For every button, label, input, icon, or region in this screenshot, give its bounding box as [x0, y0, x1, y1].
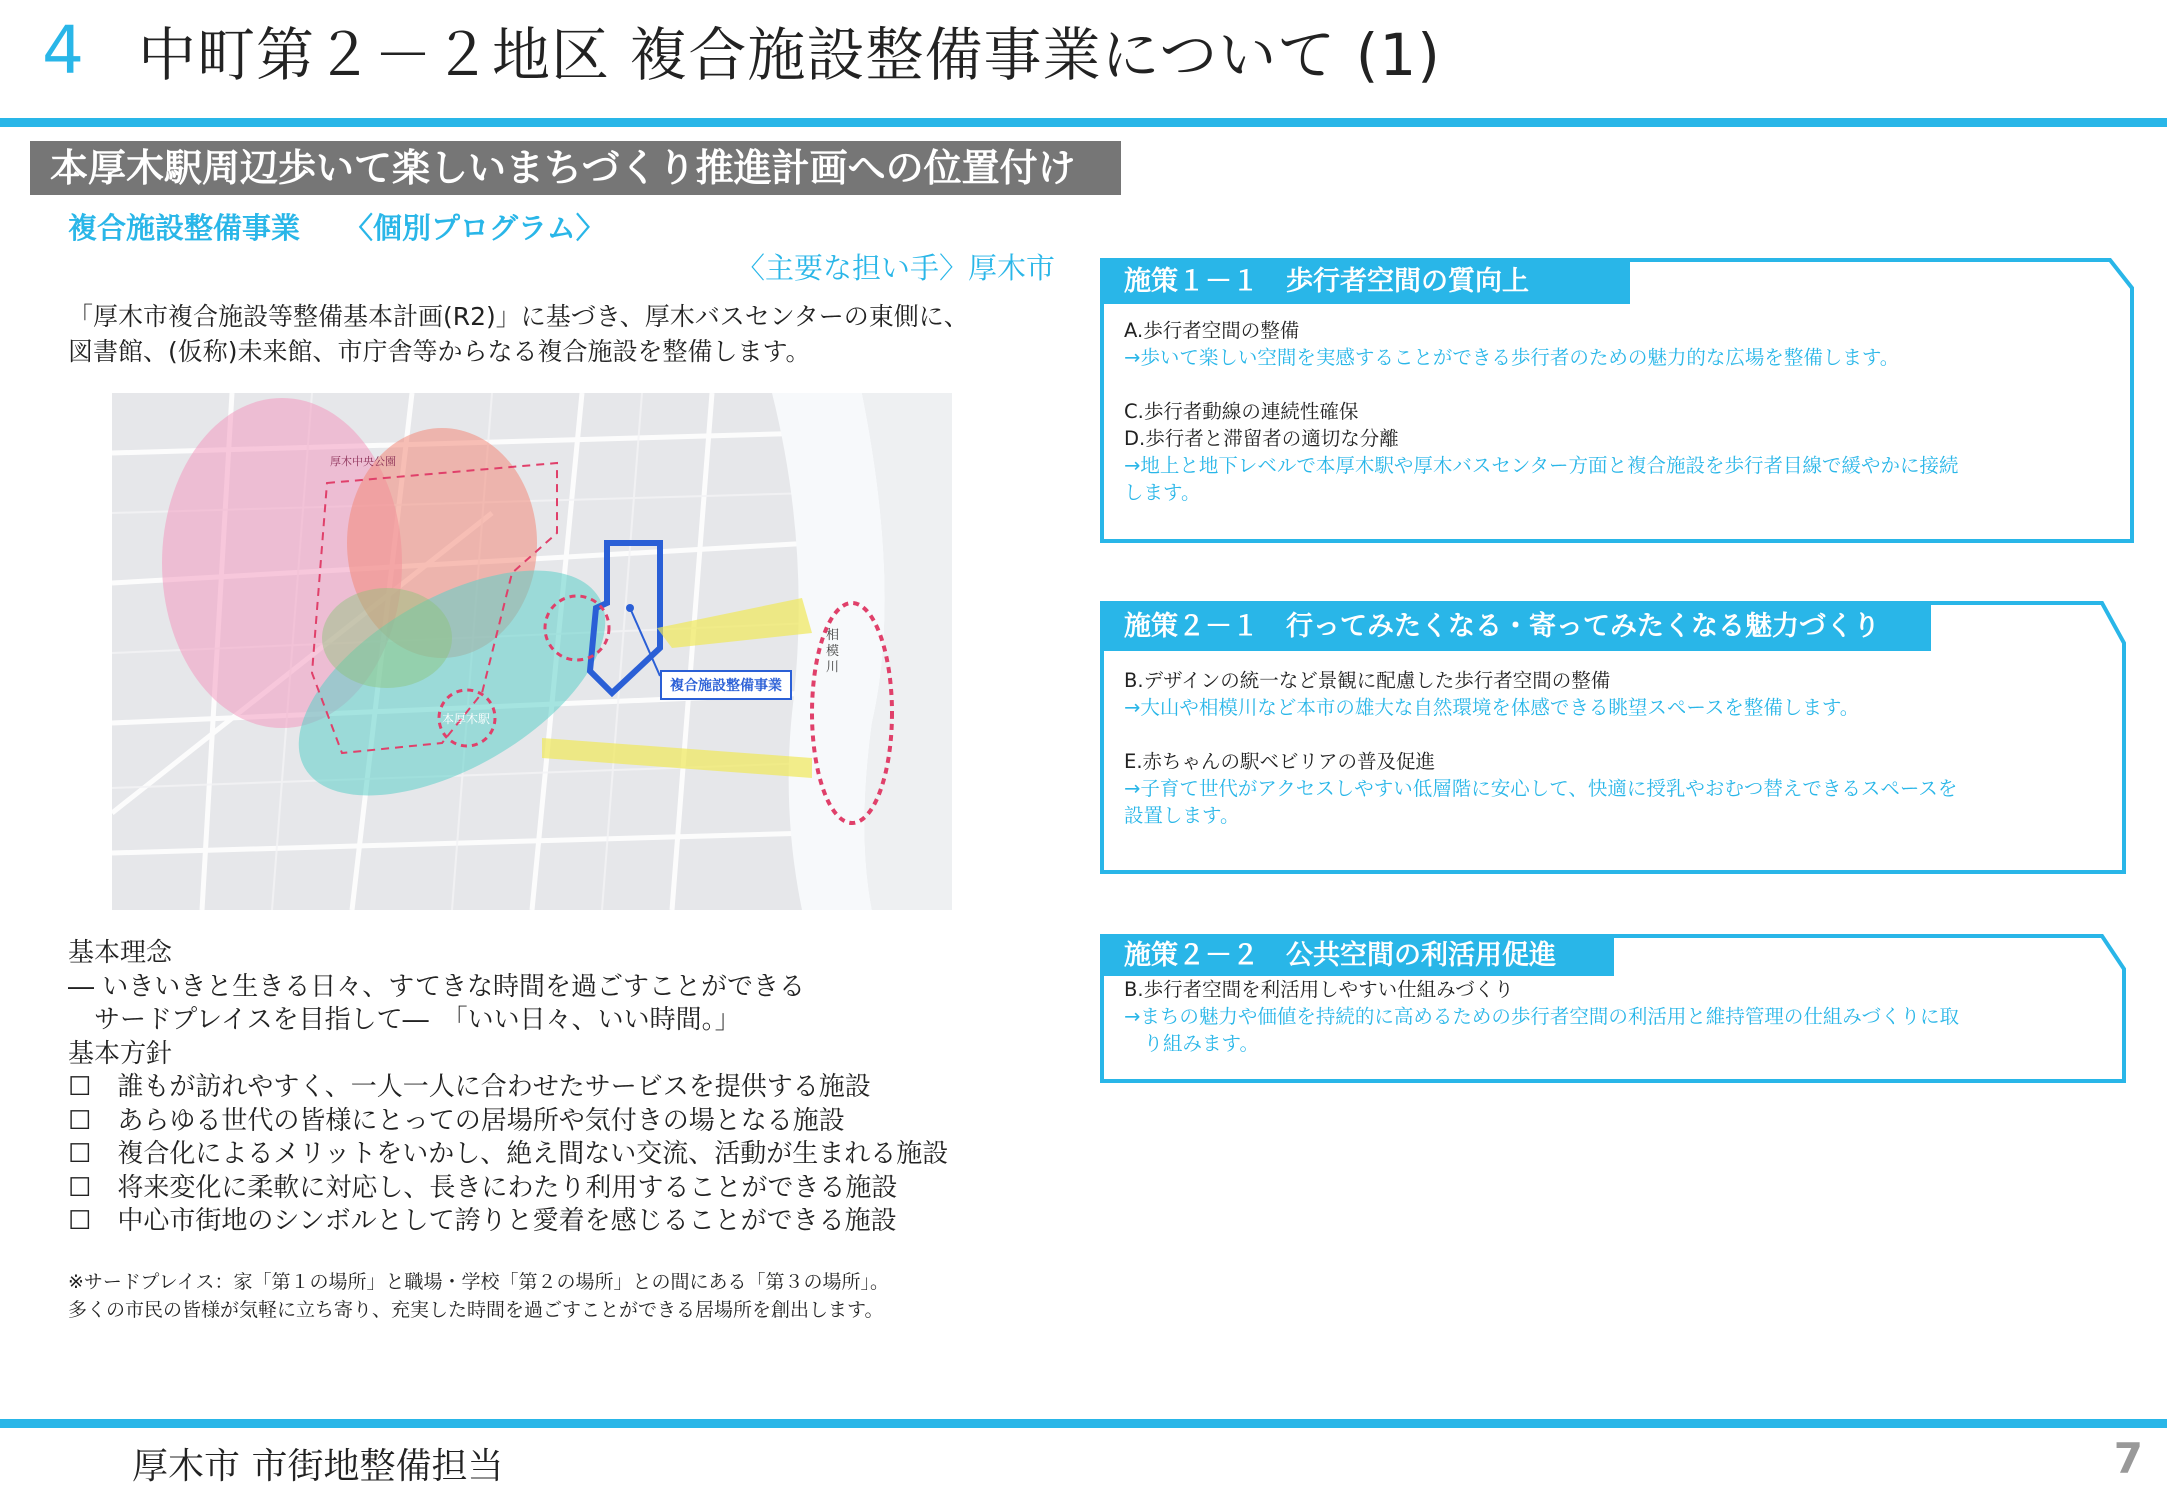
card-detail: →大山や相模川など本市の雄大な自然環境を体感できる眺望スペースを整備します。: [1124, 696, 1860, 719]
card-body: [1124, 317, 1959, 506]
checkbox-icon: ☐: [68, 1105, 92, 1136]
footer-rule: [0, 1419, 2167, 1428]
card-detail: →地上と地下レベルで本厚木駅や厚木バスセンター方面と複合施設を歩行者目線で緩やかに接続: [1124, 454, 1959, 477]
footer-org: 厚木市 市街地整備担当: [132, 1446, 504, 1487]
policy-item: [68, 1138, 948, 1172]
main-actor: 〈主要な担い手〉厚木市: [735, 251, 1055, 285]
card-item: D.歩行者と滞留者の適切な分離: [1124, 427, 1399, 450]
policy-item-text: 将来変化に柔軟に対応し、長きにわたり利用することができる施設: [117, 1172, 898, 1203]
card-title: 施策１－１ 歩行者空間の質向上: [1124, 266, 1529, 297]
card-item: B.歩行者空間を利活用しやすい仕組みづくり: [1124, 978, 1514, 1001]
map-river-label: 相模川: [826, 628, 840, 675]
card-item: C.歩行者動線の連続性確保: [1124, 400, 1359, 423]
area-map: [112, 393, 952, 910]
card-detail: →子育て世代がアクセスしやすい低層階に安心して、快適に授乳やおむつ替えできるスペースを: [1124, 777, 1958, 800]
policy-card-1-1: [1100, 258, 2135, 543]
footnote: [68, 1268, 889, 1324]
map-label-park: 厚木中央公園: [330, 455, 396, 468]
policy-item-text: 中心市街地のシンボルとして誇りと愛着を感じることができる施設: [117, 1206, 897, 1236]
policy-item-text: 複合化によるメリットをいかし、絶え間ない交流、活動が生まれる施設: [117, 1139, 949, 1169]
checkbox-icon: ☐: [68, 1172, 92, 1203]
section-number: 4: [42, 12, 84, 89]
intro-text: [68, 299, 1068, 369]
project-subheading: [68, 206, 605, 247]
card-title: 施策２－１ 行ってみたくなる・寄ってみたくなる魅力づくり: [1124, 611, 1880, 642]
philosophy-block: [68, 937, 948, 1239]
page-number: 7: [2113, 1434, 2143, 1483]
map-label-station: 本厚木駅: [442, 712, 491, 726]
card-detail: →まちの魅力や価値を持続的に高めるための歩行者空間の利活用と維持管理の仕組みづくりに取: [1124, 1005, 1959, 1028]
checkbox-icon: ☐: [68, 1206, 92, 1236]
card-title: 施策２－２ 公共空間の利活用促進: [1124, 940, 1556, 971]
policy-item: [68, 1071, 948, 1105]
header-rule: [0, 118, 2167, 127]
map-callout: 複合施設整備事業: [660, 670, 792, 700]
policy-card-2-2: [1100, 934, 2127, 1084]
program-label: 〈個別プログラム〉: [344, 211, 605, 245]
card-detail: します。: [1124, 481, 1201, 504]
card-body: [1124, 667, 1957, 829]
project-name: 複合施設整備事業: [68, 211, 301, 245]
intro-line: 図書館、(仮称)未来館、市庁舎等からなる複合施設を整備します。: [68, 337, 811, 366]
policy-card-2-1: [1100, 601, 2127, 875]
checkbox-icon: ☐: [68, 1072, 92, 1102]
checkbox-icon: ☐: [68, 1139, 92, 1169]
policy-item: [68, 1205, 948, 1239]
policy-item: [68, 1172, 948, 1206]
card-detail: り組みます。: [1124, 1032, 1259, 1055]
policy-item-text: あらゆる世代の皆様にとっての居場所や気付きの場となる施設: [117, 1105, 845, 1136]
card-body: [1124, 976, 1959, 1057]
card-item: A.歩行者空間の整備: [1124, 319, 1300, 342]
philosophy-line: サードプレイスを目指して― 「いい日々、いい時間。」: [68, 1005, 741, 1035]
policy-item: [68, 1105, 948, 1139]
policy-item-text: 誰もが訪れやすく、一人一人に合わせたサービスを提供する施設: [117, 1072, 871, 1102]
card-detail: →歩いて楽しい空間を実感することができる歩行者のための魅力的な広場を整備します。: [1124, 346, 1900, 369]
card-detail: 設置します。: [1124, 804, 1240, 827]
card-item: B.デザインの統一など景観に配慮した歩行者空間の整備: [1124, 669, 1611, 692]
intro-line: 「厚木市複合施設等整備基本計画(R2)」に基づき、厚木バスセンターの東側に、: [68, 302, 969, 331]
section-band: 本厚木駅周辺歩いて楽しいまちづくり推進計画への位置付け: [30, 141, 1121, 195]
page-title: 中町第２－２地区 複合施設整備事業について (1): [138, 21, 1441, 89]
philosophy-line: ― いきいきと生きる日々、すてきな時間を過ごすことができる: [68, 971, 806, 1002]
policy-heading: 基本方針: [68, 1038, 173, 1069]
card-item: E.赤ちゃんの駅ベビリアの普及促進: [1124, 750, 1436, 773]
footnote-line: ※サードプレイス：家「第１の場所」と職場・学校「第２の場所」との間にある「第３の場所」。: [68, 1271, 889, 1293]
footnote-line: 多くの市民の皆様が気軽に立ち寄り、充実した時間を過ごすことができる居場所を創出します。: [68, 1299, 884, 1321]
philosophy-heading: 基本理念: [68, 938, 173, 968]
